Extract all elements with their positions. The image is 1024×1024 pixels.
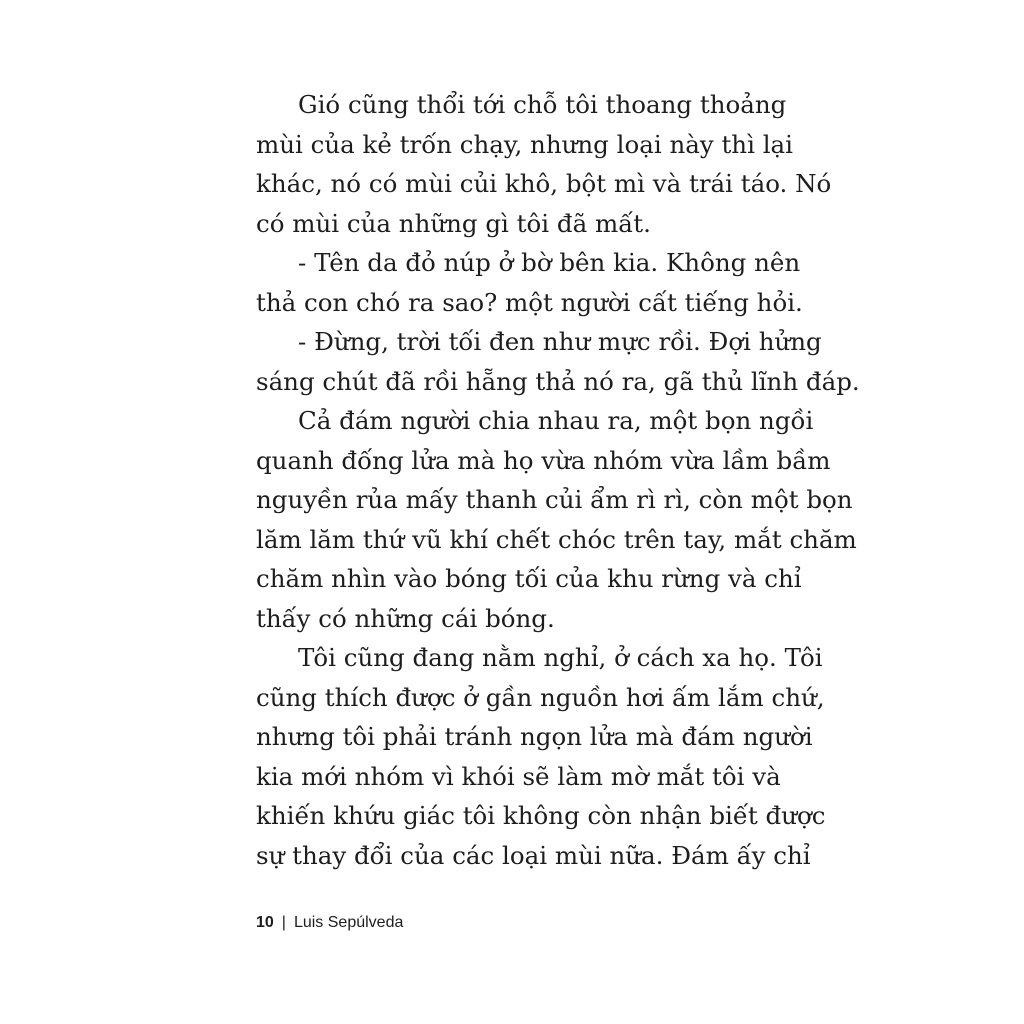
- body-text: [256, 85, 860, 875]
- text-line: nhưng tôi phải tránh ngọn lửa mà đám người: [256, 722, 813, 751]
- text-line: quanh đống lửa mà họ vừa nhóm vừa lầm bầm: [256, 445, 831, 475]
- text-line: cũng thích được ở gần nguồn hơi ấm lắm chứ,: [256, 682, 825, 712]
- text-line: lăm lăm thứ vũ khí chết chóc trên tay, mắt chăm: [256, 524, 857, 554]
- text-line: nguyền rủa mấy thanh củi ẩm rì rì, còn một bọn: [256, 485, 853, 514]
- text-line: Tôi cũng đang nằm nghỉ, ở cách xa họ. Tôi: [298, 643, 823, 672]
- text-line: thả con chó ra sao? một người cất tiếng hỏi.: [256, 287, 803, 317]
- text-line: kia mới nhóm vì khói sẽ làm mờ mắt tôi và: [256, 761, 781, 791]
- text-line: Gió cũng thổi tới chỗ tôi thoang thoảng: [298, 90, 787, 119]
- text-line: có mùi của những gì tôi đã mất.: [256, 208, 651, 238]
- text-line: Cả đám người chia nhau ra, một bọn ngồi: [298, 406, 814, 435]
- author-name: Luis Sepúlveda: [293, 914, 404, 931]
- text-line: sáng chút đã rồi hẵng thả nó ra, gã thủ lĩnh đáp.: [256, 366, 860, 396]
- text-line: khiến khứu giác tôi không còn nhận biết được: [256, 801, 826, 830]
- text-line: chăm nhìn vào bóng tối của khu rừng và chỉ: [256, 564, 802, 593]
- text-line: sự thay đổi của các loại mùi nữa. Đám ấy chỉ: [256, 840, 811, 870]
- text-line: mùi của kẻ trốn chạy, nhưng loại này thì lại: [256, 129, 793, 159]
- text-line: - Tên da đỏ núp ở bờ bên kia. Không nên: [298, 248, 801, 277]
- text-line: - Đừng, trời tối đen như mực rồi. Đợi hửng: [298, 327, 822, 356]
- footer-separator: |: [281, 914, 286, 931]
- page-number: 10: [256, 914, 274, 931]
- text-line: thấy có những cái bóng.: [256, 603, 555, 633]
- page-footer: [256, 914, 403, 932]
- text-line: khác, nó có mùi củi khô, bột mì và trái táo. Nó: [256, 169, 832, 198]
